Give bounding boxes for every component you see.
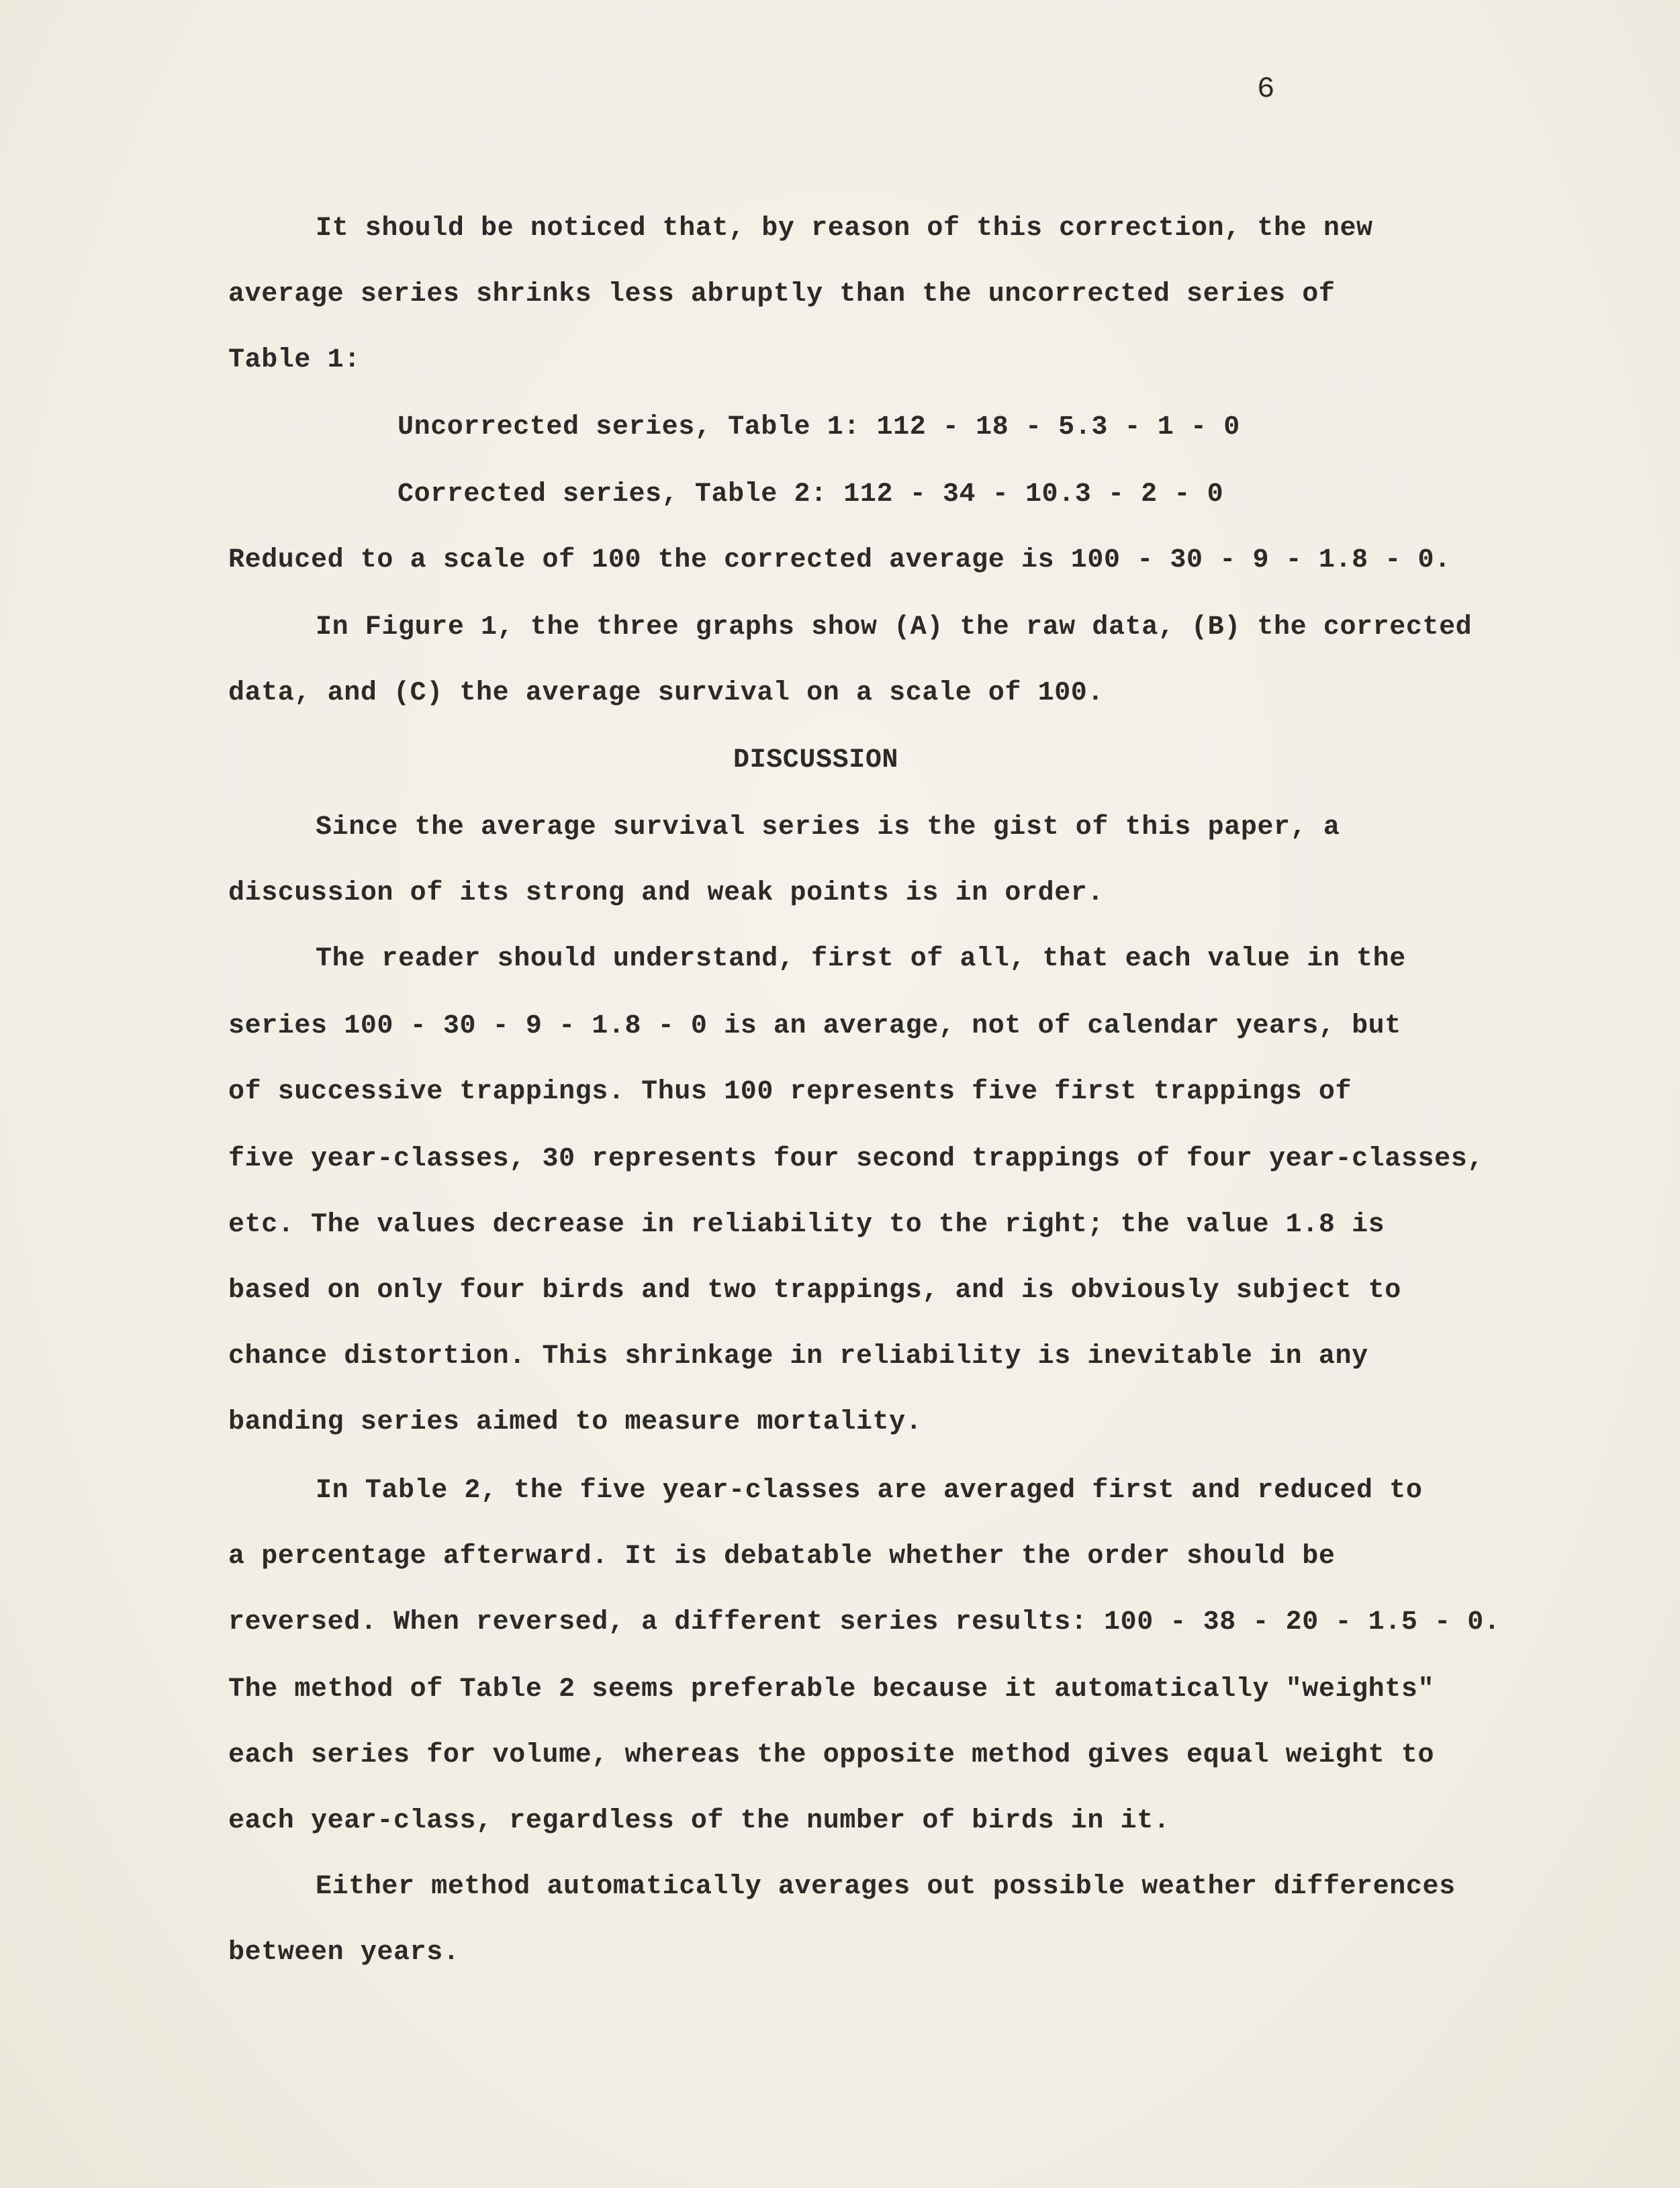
text-line: banding series aimed to measure mortality. [228, 1407, 923, 1437]
section-heading: DISCUSSION [733, 745, 899, 775]
text-line: Since the average survival series is the gist of this paper, a [316, 812, 1340, 843]
text-line: discussion of its strong and weak points is in order. [228, 878, 1105, 908]
text-line: data, and (C) the average survival on a scale of 100. [228, 678, 1105, 708]
text-line: The reader should understand, first of all, that each value in the [316, 944, 1406, 974]
text-line: five year-classes, 30 represents four second trappings of four year-classes, [228, 1144, 1484, 1174]
text-line: reversed. When reversed, a different series results: 100 - 38 - 20 - 1.5 - 0. [228, 1607, 1501, 1637]
text-line: The method of Table 2 seems preferable because it automatically "weights" [228, 1674, 1435, 1705]
text-line: Corrected series, Table 2: 112 - 34 - 10.3 - 2 - 0 [398, 479, 1224, 510]
text-line: Either method automatically averages out possible weather differences [316, 1872, 1456, 1902]
text-line: of successive trappings. Thus 100 represents five first trappings of [228, 1077, 1352, 1107]
text-line: Uncorrected series, Table 1: 112 - 18 - 5.3 - 1 - 0 [398, 412, 1240, 442]
text-line: In Figure 1, the three graphs show (A) the raw data, (B) the corrected [316, 612, 1473, 643]
text-line: chance distortion. This shrinkage in reliability is inevitable in any [228, 1341, 1368, 1372]
text-line: Table 1: [228, 345, 361, 375]
text-line: each year-class, regardless of the number of birds in it. [228, 1806, 1170, 1836]
text-line: etc. The values decrease in reliability to the right; the value 1.8 is [228, 1210, 1385, 1240]
text-line: based on only four birds and two trappings, and is obviously subject to [228, 1276, 1401, 1306]
text-line: series 100 - 30 - 9 - 1.8 - 0 is an average, not of calendar years, but [228, 1011, 1401, 1041]
text-line: a percentage afterward. It is debatable whether the order should be [228, 1541, 1336, 1572]
page-number: 6 [1257, 73, 1275, 106]
text-line: between years. [228, 1938, 460, 1968]
text-line: In Table 2, the five year-classes are averaged first and reduced to [316, 1476, 1423, 1506]
text-line: Reduced to a scale of 100 the corrected average is 100 - 30 - 9 - 1.8 - 0. [228, 545, 1451, 575]
text-line: It should be noticed that, by reason of this correction, the new [316, 213, 1373, 244]
text-line: average series shrinks less abruptly than the uncorrected series of [228, 279, 1336, 310]
text-line: each series for volume, whereas the opposite method gives equal weight to [228, 1740, 1435, 1770]
